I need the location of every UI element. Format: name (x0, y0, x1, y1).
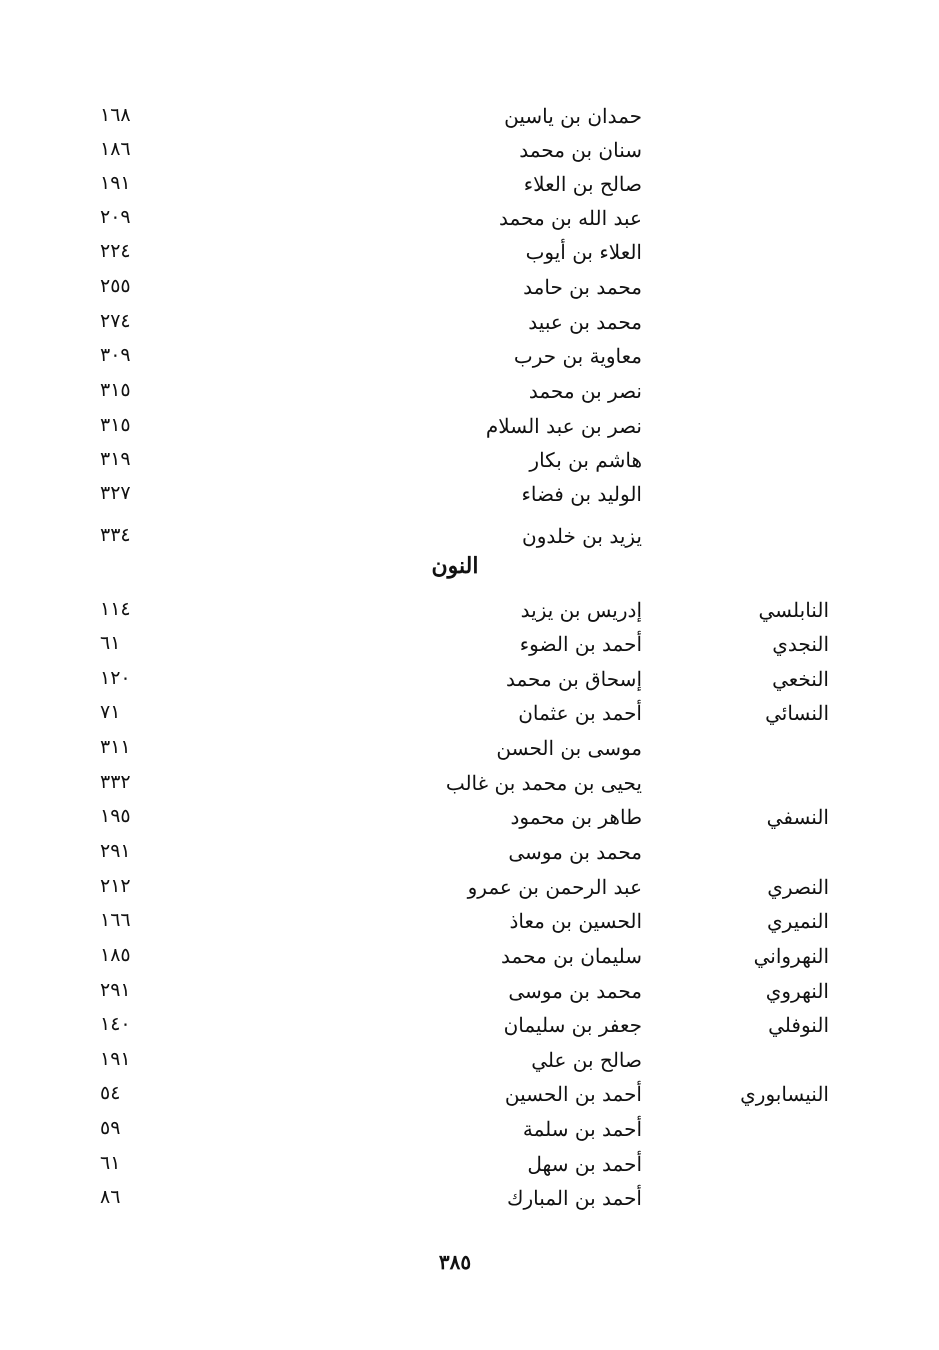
entry-page: ١٩١ (100, 172, 131, 194)
index-entry (0, 1117, 939, 1151)
entry-name: سنان بن محمد (519, 138, 642, 162)
entry-page: ٢٥٥ (100, 275, 131, 297)
entry-name: نصر بن محمد (528, 379, 642, 403)
entry-name: الحسين بن معاذ (509, 909, 642, 933)
entry-nisba: النيسابوري (740, 1082, 829, 1106)
entry-page: ٣١٥ (100, 414, 131, 436)
entry-name: جعفر بن سليمان (503, 1013, 642, 1037)
index-entry (0, 771, 939, 805)
entry-nisba: النصري (767, 875, 829, 899)
entry-nisba: النسفي (766, 805, 829, 829)
entry-page: ١٩١ (100, 1048, 131, 1070)
index-entry (0, 1082, 939, 1116)
entry-name: نصر بن عبد السلام (485, 414, 642, 438)
entry-name: محمد بن موسى (508, 979, 642, 1003)
entry-name: حمدان بن ياسين (504, 104, 642, 128)
entry-nisba: النخعي (772, 667, 829, 691)
index-entry (0, 909, 939, 943)
entry-name: محمد بن عبيد (528, 310, 642, 334)
index-entry (0, 632, 939, 666)
index-entry (0, 414, 939, 448)
entry-name: هاشم بن بكار (529, 448, 642, 472)
entry-page: ٢١٢ (100, 875, 131, 897)
index-entry (0, 979, 939, 1013)
entry-name: إدريس بن يزيد (520, 598, 642, 622)
entry-page: ٧١ (100, 701, 121, 723)
index-entry (0, 667, 939, 701)
index-entry (0, 138, 939, 172)
index-entry (0, 275, 939, 309)
entry-page: ٦١ (100, 632, 121, 654)
entry-nisba: النهروي (765, 979, 829, 1003)
entry-name: طاهر بن محمود (510, 805, 642, 829)
entry-nisba: النوفلي (768, 1013, 829, 1037)
entry-page: ١٨٦ (100, 138, 131, 160)
entry-page: ١٢٠ (100, 667, 131, 689)
index-entry (0, 1186, 939, 1220)
index-entry (0, 482, 939, 516)
entry-name: محمد بن حامد (523, 275, 642, 299)
entry-name: سليمان بن محمد (501, 944, 642, 968)
entry-page: ٣٠٩ (100, 344, 131, 366)
entry-page: ٢٩١ (100, 979, 131, 1001)
entry-name: معاوية بن حرب (513, 344, 642, 368)
entry-page: ٣١٥ (100, 379, 131, 401)
entry-page: ٢٧٤ (100, 310, 131, 332)
index-entry (0, 206, 939, 240)
entry-nisba: النسائي (765, 701, 829, 725)
entry-page: ٣٣٢ (100, 771, 131, 793)
entry-name: أحمد بن سهل (527, 1152, 642, 1176)
entry-page: ٥٩ (100, 1117, 121, 1139)
entry-name: إسحاق بن محمد (505, 667, 642, 691)
entry-page: ٦١ (100, 1152, 121, 1174)
entry-name: موسى بن الحسن (496, 736, 642, 760)
index-entry (0, 104, 939, 138)
entry-nisba: النابلسي (758, 598, 829, 622)
entry-page: ١٤٠ (100, 1013, 131, 1035)
entry-nisba: النهرواني (753, 944, 829, 968)
index-entry (0, 310, 939, 344)
entry-name: عبد الله بن محمد (498, 206, 642, 230)
index-entry (0, 344, 939, 378)
entry-name: أحمد بن المبارك (507, 1186, 642, 1210)
entry-page: ٨٦ (100, 1186, 121, 1208)
entry-page: ١٦٨ (100, 104, 131, 126)
entry-page: ١٩٥ (100, 805, 131, 827)
entry-name: أحمد بن سلمة (522, 1117, 642, 1141)
entry-name: صالح بن العلاء (523, 172, 642, 196)
entry-page: ٣٣٤ (100, 524, 131, 546)
index-entry (0, 701, 939, 735)
entry-page: ١٨٥ (100, 944, 131, 966)
index-entry (0, 875, 939, 909)
index-entry (0, 598, 939, 632)
entry-page: ٢٩١ (100, 840, 131, 862)
entry-name: صالح بن علي (531, 1048, 642, 1072)
entry-name: عبد الرحمن بن عمرو (467, 875, 642, 899)
index-entry (0, 1152, 939, 1186)
page-number: ٣٨٥ (438, 1250, 472, 1274)
entry-page: ١١٤ (100, 598, 131, 620)
index-entry (0, 805, 939, 839)
entry-page: ٣٢٧ (100, 482, 131, 504)
entry-nisba: النميري (767, 909, 829, 933)
entry-page: ٢٠٩ (100, 206, 131, 228)
entry-page: ١٦٦ (100, 909, 131, 931)
entry-page: ٢٢٤ (100, 240, 131, 262)
entry-name: محمد بن موسى (508, 840, 642, 864)
index-entry (0, 448, 939, 482)
entry-name: أحمد بن الحسين (504, 1082, 642, 1106)
entry-page: ٣١٩ (100, 448, 131, 470)
entry-page: ٥٤ (100, 1082, 121, 1104)
index-entry (0, 379, 939, 413)
index-entry (0, 1013, 939, 1047)
index-entry (0, 736, 939, 770)
index-entry (0, 240, 939, 274)
entry-name: الوليد بن فضاء (521, 482, 642, 506)
section-heading: النون (431, 553, 479, 579)
index-entry (0, 840, 939, 874)
entry-name: يزيد بن خلدون (522, 524, 642, 548)
entry-name: أحمد بن الضوء (519, 632, 642, 656)
entry-name: العلاء بن أيوب (525, 240, 642, 264)
index-entry (0, 944, 939, 978)
entry-page: ٣١١ (100, 736, 131, 758)
entry-name: أحمد بن عثمان (518, 701, 642, 725)
index-entry (0, 1048, 939, 1082)
index-entry (0, 172, 939, 206)
entry-name: يحيى بن محمد بن غالب (445, 771, 642, 795)
entry-nisba: النجدي (772, 632, 829, 656)
